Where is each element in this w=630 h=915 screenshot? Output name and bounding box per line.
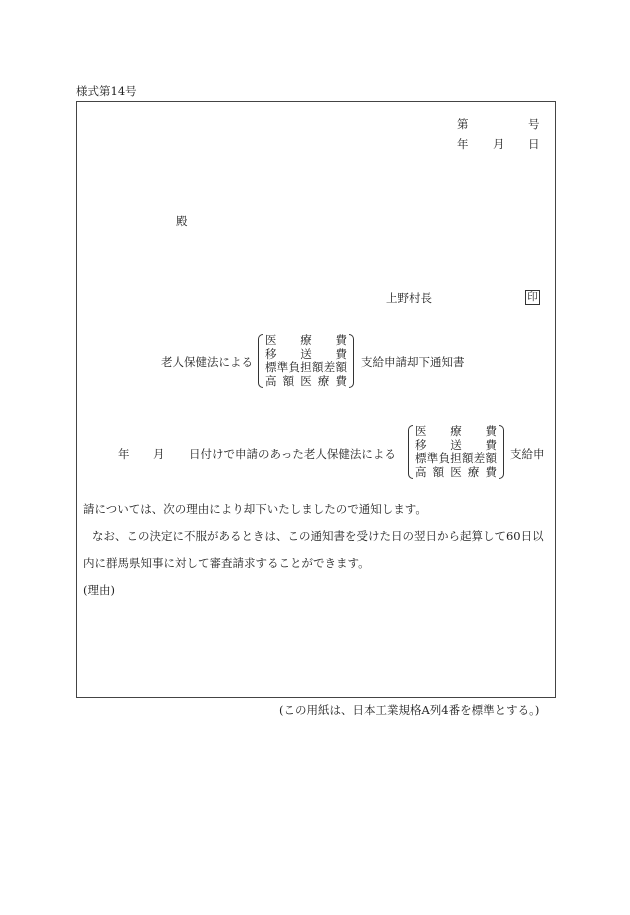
body-item-high-cost: 高額医療費 [415,464,497,479]
title-prefix: 老人保健法による [161,355,253,369]
issuer-name: 上野村長 [386,291,432,305]
reason-label: (理由) [83,583,115,597]
addressee-suffix: 殿 [176,214,188,228]
form-frame [76,101,556,698]
body-month: 月 [153,447,165,461]
title-item-standard-burden: 標準負担額差額 [265,360,347,374]
form-number: 様式第14号 [76,84,137,98]
body-item-medical: 医療費 [415,424,497,438]
title-bracket-list [258,334,354,390]
body-line2: 請については、次の理由により却下いたしましたので通知します。 [83,502,427,516]
body-year: 年 [118,447,130,461]
document-number-go: 号 [528,117,540,131]
body-item-standard-burden: 標準負担額差額 [415,451,497,465]
date-day: 日 [528,137,540,151]
seal-stamp: 印 [525,290,540,305]
body-line3: なお、この決定に不服があるときは、この通知書を受けた日の翌日から起算して60日以 [92,529,544,543]
title-suffix: 支給申請却下通知書 [361,355,465,369]
right-bracket [499,425,504,479]
right-bracket [349,334,354,388]
title-item-transport: 移送費 [265,346,347,361]
left-bracket [258,334,263,388]
date-year: 年 [457,137,469,151]
body-line1-text: 日付けで申請のあった老人保健法による [189,447,396,461]
footer-note: (この用紙は、日本工業規格A列4番を標準とする。) [279,703,540,717]
body-item-transport: 移送費 [415,437,497,452]
body-line1-suffix: 支給申 [510,447,545,461]
document-number-dai: 第 [457,117,469,131]
body-line4: 内に群馬県知事に対して審査請求することができます。 [83,556,370,570]
title-item-high-cost: 高額医療費 [265,373,347,388]
date-month: 月 [493,137,505,151]
left-bracket [408,425,413,479]
title-item-medical: 医療費 [265,333,347,347]
body-bracket-list [408,425,504,481]
